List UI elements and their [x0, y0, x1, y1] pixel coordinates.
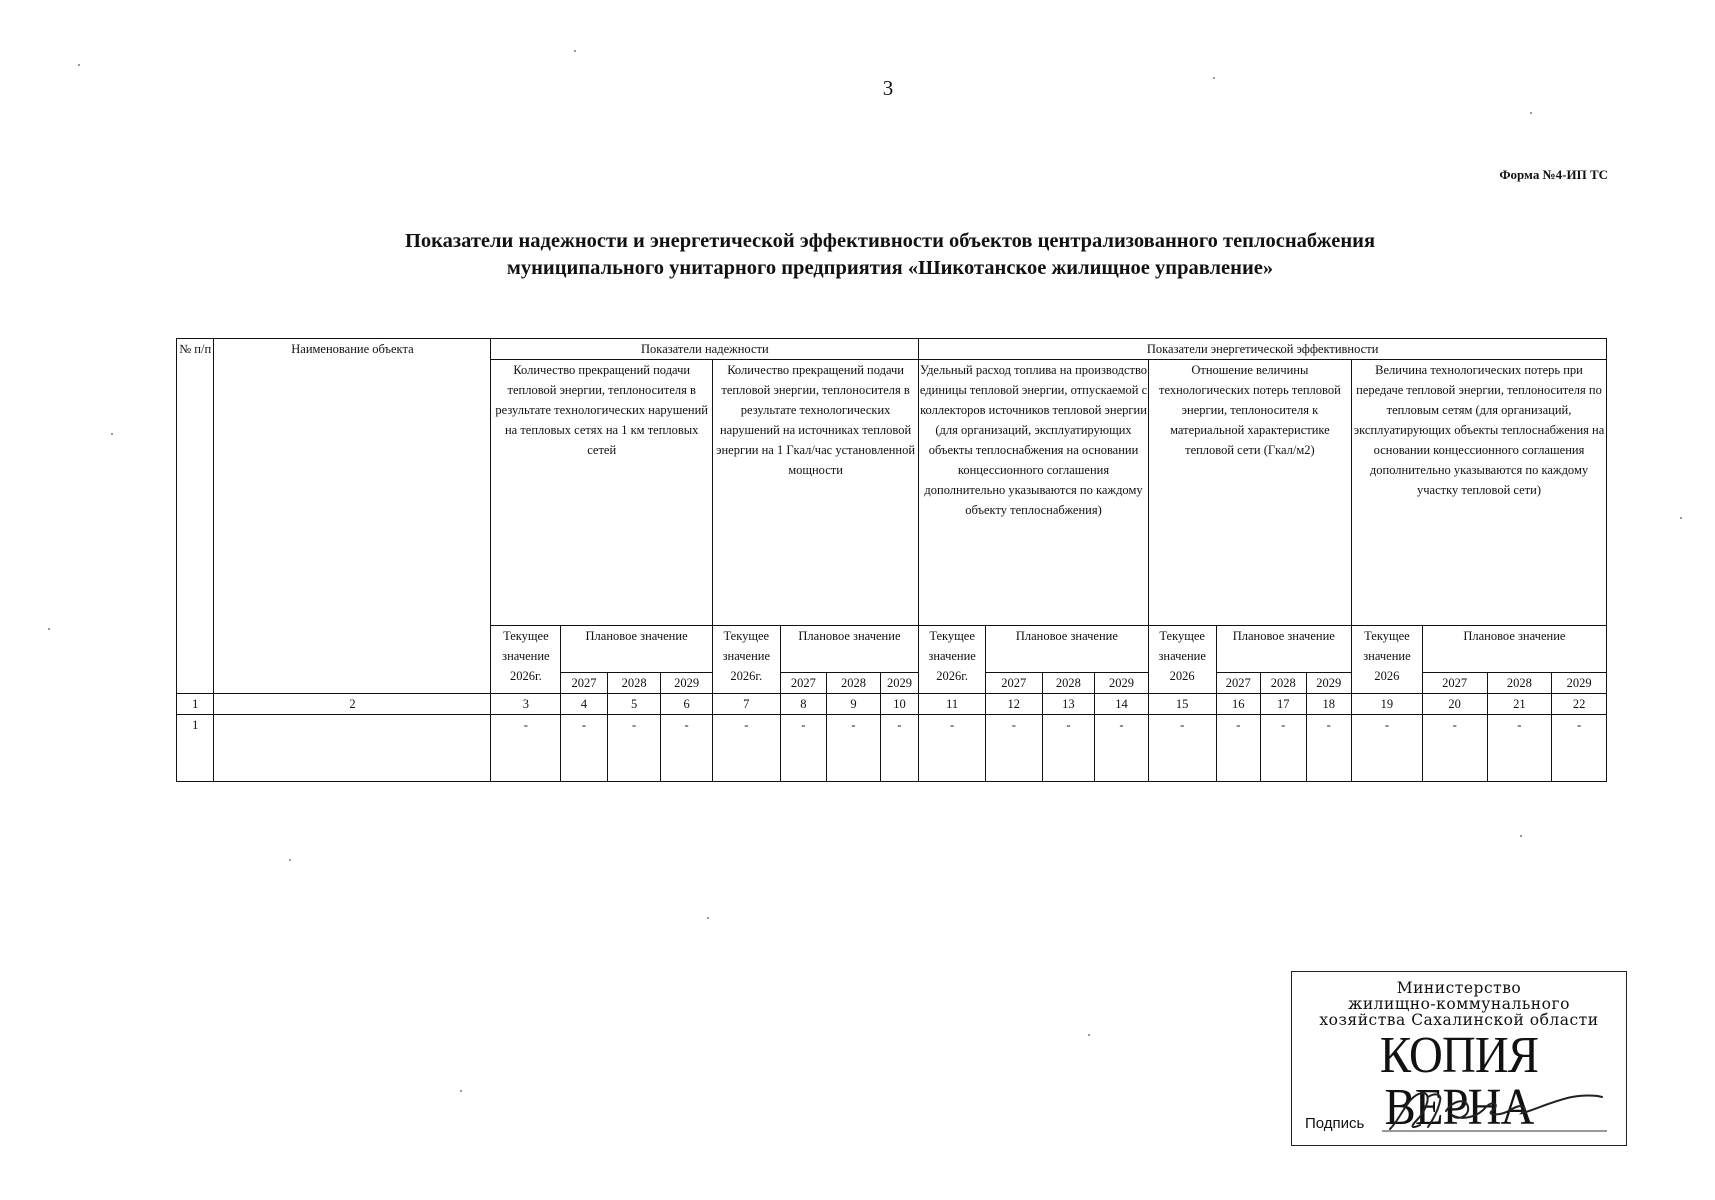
- table-row: [177, 715, 1607, 782]
- column-number: 5: [607, 694, 661, 715]
- table-cell: -: [491, 715, 561, 782]
- table-cell: -: [780, 715, 827, 782]
- year-header: 2027: [1216, 673, 1260, 694]
- row-object-name: [214, 715, 491, 782]
- year-header: 2029: [1552, 673, 1607, 694]
- row-number: 1: [177, 715, 214, 782]
- column-number: 18: [1306, 694, 1352, 715]
- year-header: 2027: [1422, 673, 1487, 694]
- column-number: 3: [491, 694, 561, 715]
- form-label: Форма №4-ИП ТС: [1499, 167, 1608, 182]
- table-cell: -: [1552, 715, 1607, 782]
- header-object-name: Наименование объекта: [214, 339, 491, 694]
- table-cell: -: [1352, 715, 1423, 782]
- header-efficiency-group: Показатели энергетической эффективности: [919, 339, 1607, 360]
- table-cell: -: [607, 715, 661, 782]
- stamp-copy-true: КОПИЯ ВЕРНА: [1379, 1027, 1539, 1136]
- column-number: 21: [1487, 694, 1552, 715]
- column-number: 6: [661, 694, 713, 715]
- year-header: 2028: [1261, 673, 1307, 694]
- indicator-loss-ratio: Отношение величины технологических потерь тепловой энергии, теплоносителя к материальной характеристике тепловой сети (Гкал/м2): [1148, 360, 1351, 626]
- column-number: 4: [561, 694, 608, 715]
- year-header: 2028: [1487, 673, 1552, 694]
- indicator-specific-fuel: Удельный расход топлива на производство единицы тепловой энергии, отпускаемой с коллекторов источников тепловой энергии (для организаций, эксплуатирующих объекты теплоснабжения на основании концессионного соглашения дополнительно указываются по каждому объекту теплоснабжения): [919, 360, 1149, 626]
- column-number: 20: [1422, 694, 1487, 715]
- table-cell: -: [985, 715, 1042, 782]
- column-number: 16: [1216, 694, 1260, 715]
- table-cell: -: [1148, 715, 1216, 782]
- planned-value-header: Плановое значение: [1216, 626, 1351, 673]
- table-cell: -: [1487, 715, 1552, 782]
- page-number: 3: [882, 76, 894, 100]
- table-cell: -: [1261, 715, 1307, 782]
- year-header: 2027: [780, 673, 827, 694]
- column-number: 15: [1148, 694, 1216, 715]
- current-value-header: Текущее значение 2026: [1352, 626, 1423, 694]
- column-number: 7: [712, 694, 780, 715]
- header-no: № п/п: [177, 339, 214, 694]
- column-number: 13: [1042, 694, 1095, 715]
- table-cell: -: [1095, 715, 1149, 782]
- scan-noise: [289, 859, 291, 861]
- table-cell: -: [561, 715, 608, 782]
- year-header: 2029: [880, 673, 918, 694]
- year-header: 2027: [561, 673, 608, 694]
- scan-noise: [707, 917, 709, 919]
- scan-noise: [111, 433, 113, 435]
- scan-noise: [1520, 835, 1522, 837]
- scan-noise: [78, 64, 80, 66]
- current-value-header: Текущее значение 2026г.: [491, 626, 561, 694]
- table-cell: -: [661, 715, 713, 782]
- year-header: 2028: [827, 673, 881, 694]
- indicators-table: [176, 338, 1607, 782]
- column-number: 17: [1261, 694, 1307, 715]
- indicator-source-interruptions: Количество прекращений подачи тепловой энергии, теплоносителя в результате технологических нарушений на источниках тепловой энергии на 1 Гкал/час установленной мощности: [712, 360, 918, 626]
- table-cell: -: [827, 715, 881, 782]
- scan-noise: [1530, 112, 1532, 114]
- scan-noise: [48, 628, 50, 630]
- table-cell: -: [712, 715, 780, 782]
- year-header: 2028: [1042, 673, 1095, 694]
- scan-noise: [1088, 1034, 1090, 1036]
- year-header: 2028: [607, 673, 661, 694]
- column-number: 9: [827, 694, 881, 715]
- handwritten-signature: [1382, 1087, 1607, 1135]
- scan-noise: [1213, 77, 1215, 79]
- stamp-line-2: жилищно-коммунального: [1348, 995, 1570, 1013]
- column-number: 10: [880, 694, 918, 715]
- column-number: 14: [1095, 694, 1149, 715]
- planned-value-header: Плановое значение: [780, 626, 919, 673]
- table-cell: -: [1216, 715, 1260, 782]
- current-value-header: Текущее значение 2026г.: [919, 626, 986, 694]
- column-number: 1: [177, 694, 214, 715]
- table-cell: -: [1042, 715, 1095, 782]
- scan-noise: [460, 1090, 462, 1092]
- scan-noise: [1680, 517, 1682, 519]
- table-cell: -: [880, 715, 918, 782]
- stamp-line-3: хозяйства Сахалинской области: [1319, 1011, 1599, 1029]
- year-header: 2027: [985, 673, 1042, 694]
- certification-stamp: [1291, 971, 1627, 1146]
- year-header: 2029: [1306, 673, 1352, 694]
- table-cell: -: [919, 715, 986, 782]
- table-cell: -: [1422, 715, 1487, 782]
- column-number: 22: [1552, 694, 1607, 715]
- header-reliability-group: Показатели надежности: [491, 339, 919, 360]
- stamp-signature-label: Подпись: [1305, 1115, 1365, 1132]
- indicator-network-interruptions: Количество прекращений подачи тепловой энергии, теплоносителя в результате технологических нарушений на тепловых сетях на 1 км тепловых сетей: [491, 360, 712, 626]
- document-title: [150, 228, 1630, 282]
- title-line-2: муниципального унитарного предприятия «Шикотанское жилищное управление»: [506, 257, 1274, 279]
- title-line-1: Показатели надежности и энергетической эффективности объектов централизованного теплоснабжения: [404, 230, 1376, 252]
- year-header: 2029: [661, 673, 713, 694]
- column-number: 2: [214, 694, 491, 715]
- year-header: 2029: [1095, 673, 1149, 694]
- column-number: 19: [1352, 694, 1423, 715]
- column-number-row: [177, 694, 1607, 715]
- scan-noise: [574, 50, 576, 52]
- planned-value-header: Плановое значение: [561, 626, 713, 673]
- column-number: 11: [919, 694, 986, 715]
- planned-value-header: Плановое значение: [1422, 626, 1606, 673]
- current-value-header: Текущее значение 2026: [1148, 626, 1216, 694]
- indicator-technological-losses: Величина технологических потерь при передаче тепловой энергии, теплоносителя по тепловым сетям (для организаций, эксплуатирующих объекты теплоснабжения на основании концессионного соглашения дополнительно указываются по каждому участку тепловой сети): [1352, 360, 1607, 626]
- planned-value-header: Плановое значение: [985, 626, 1148, 673]
- column-number: 8: [780, 694, 827, 715]
- stamp-line-1: Министерство: [1396, 979, 1522, 997]
- current-value-header: Текущее значение 2026г.: [712, 626, 780, 694]
- column-number: 12: [985, 694, 1042, 715]
- table-cell: -: [1306, 715, 1352, 782]
